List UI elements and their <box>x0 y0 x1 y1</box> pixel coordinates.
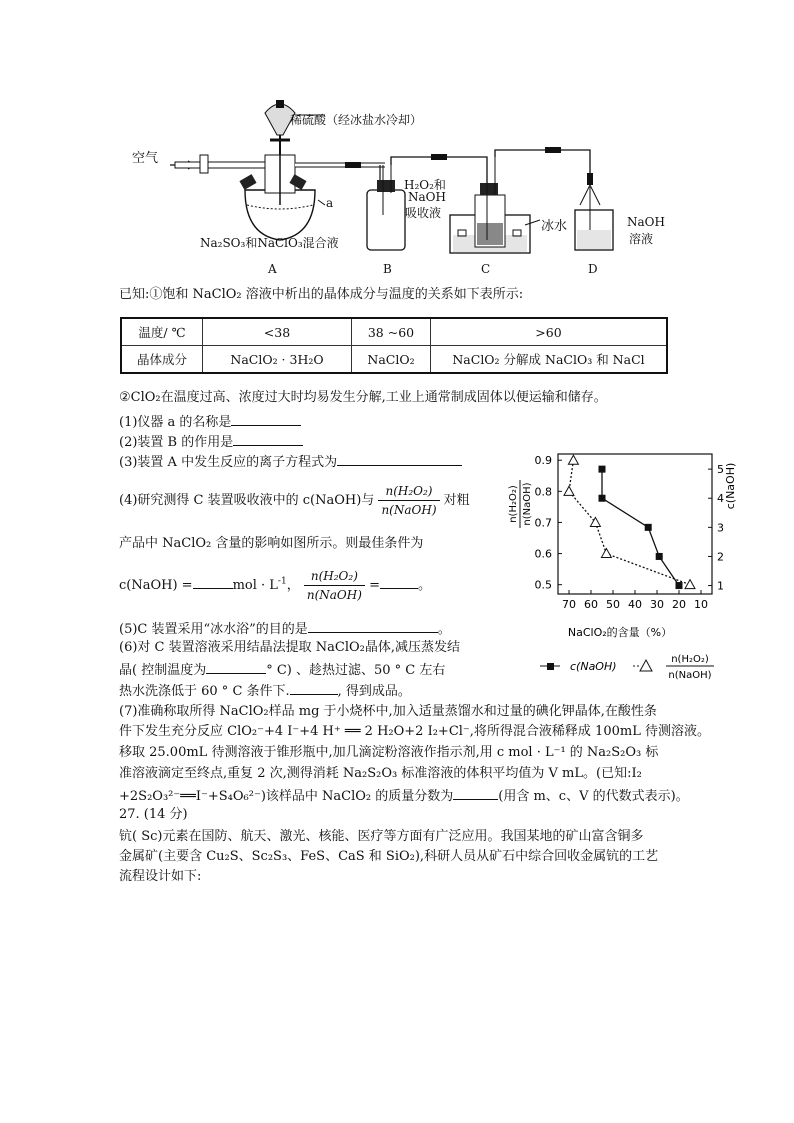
chart-ylabel-left-num: n(H₂O₂) <box>508 485 519 523</box>
answer-blank[interactable] <box>380 576 418 589</box>
q2-text: (2)装置 B 的作用是 <box>119 435 234 450</box>
data-point-square <box>599 495 606 502</box>
question-4a <box>119 482 470 519</box>
legend-tri-den: n(NaOH) <box>668 670 712 681</box>
q4a-text: (4)研究测得 C 装置吸收液中的 c(NaOH)与 <box>119 493 375 508</box>
frac-num: n(H₂O₂) <box>304 567 365 586</box>
question-6b <box>119 661 445 679</box>
x-tick-label: 10 <box>694 598 708 611</box>
label-D: D <box>588 262 598 276</box>
table-row <box>121 318 667 346</box>
frac-den: n(NaOH) <box>381 503 437 517</box>
q4h-text: 。 <box>417 578 431 593</box>
q6b-text: 晶( 控制温度为 <box>119 663 207 678</box>
answer-blank[interactable] <box>193 576 233 589</box>
y-left-tick-label: 0.9 <box>534 454 552 468</box>
question-7c: 移取 25.00mL 待测溶液于锥形瓶中,加几滴淀粉溶液作指示剂,用 c mol · L⁻¹ 的 Na₂S₂O₃ 标 <box>119 745 659 760</box>
question-2 <box>119 433 303 451</box>
y-left-tick-label: 0.8 <box>534 485 552 499</box>
answer-blank[interactable] <box>233 433 303 446</box>
q6c-text: ° C) 、趁热过滤、50 ° C 左右 <box>266 663 446 678</box>
chart-frame <box>558 454 712 594</box>
q7e-text: +2S₂O₃²⁻══I⁻+S₄O₆²⁻)该样品中 NaClO₂ 的质量分数为 <box>119 789 454 804</box>
question-6a: (6)对 C 装置溶液采用结晶法提取 NaClO₂晶体,减压蒸发结 <box>119 640 460 655</box>
frac-den: n(NaOH) <box>306 588 362 602</box>
q1-text: (1)仪器 a 的名称是 <box>119 415 232 430</box>
frac-num: n(H₂O₂) <box>378 482 439 501</box>
q6e-text: , 得到成品。 <box>337 684 411 699</box>
x-tick-label: 20 <box>672 598 686 611</box>
answer-blank[interactable] <box>337 453 462 466</box>
y-right-tick-label: 1 <box>717 579 724 593</box>
table-cell: NaClO₂ 分解成 NaClO₃ 和 NaCl <box>431 346 668 374</box>
table-cell: <38 <box>203 318 352 346</box>
legend-tri-num: n(H₂O₂) <box>671 654 709 665</box>
question-27-heading: 27. (14 分) <box>119 807 188 822</box>
table-cell: NaClO₂ · 3H₂O <box>203 346 352 374</box>
label-absorb-1: H₂O₂和 <box>404 178 446 192</box>
y-right-tick-label: 2 <box>717 550 724 564</box>
q3-text: (3)装置 A 中发生反应的离子方程式为 <box>119 455 338 470</box>
q4e-text: mol · L <box>232 578 278 593</box>
label-naoh-2: 溶液 <box>629 232 654 246</box>
ratio-fraction <box>304 567 365 604</box>
table-cell: NaClO₂ <box>352 346 431 374</box>
data-point-triangle <box>685 580 695 589</box>
chart-ylabel-left <box>508 480 533 528</box>
table-cell: 38 ~60 <box>352 318 431 346</box>
label-icewater: 冰水 <box>541 219 568 234</box>
x-tick-label: 50 <box>606 598 620 611</box>
table-row <box>121 346 667 374</box>
table-cell: >60 <box>431 318 668 346</box>
question-7d: 准溶液滴定至终点,重复 2 次,测得消耗 Na₂S₂O₃ 标准溶液的体积平均值为 V mL。(已知:I₂ <box>119 766 642 781</box>
q6d-text: 热水洗涤低于 60 ° C 条件下. <box>119 684 290 699</box>
series-line-naoh <box>602 469 679 585</box>
y-left-tick-label: 0.7 <box>534 516 552 530</box>
data-point-triangle <box>564 486 574 495</box>
label-B: B <box>383 262 392 276</box>
chart-ylabel-right: c(NaOH) <box>724 462 737 510</box>
data-point-square <box>645 524 652 531</box>
series-line-ratio <box>569 460 690 585</box>
legend-triangle-marker <box>640 660 652 671</box>
known-1: 已知:①饱和 NaClO₂ 溶液中析出的晶体成分与温度的关系如下表所示: <box>119 287 524 302</box>
q4b-text: 对粗 <box>443 493 470 508</box>
question-6d <box>119 682 411 700</box>
data-point-square <box>676 582 683 589</box>
known-2: ②ClO₂在温度过高、浓度过大时均易发生分解,工业上通常制成固体以便运输和储存。 <box>119 390 607 405</box>
y-right-tick-label: 4 <box>717 492 724 506</box>
question-7b: 件下发生充分反应 ClO₂⁻+4 I⁻+4 H⁺ ══ 2 H₂O+2 I₂+Cl⁻,将所得混合液稀释成 100mL 待测溶液。 <box>119 724 710 739</box>
q4d-text: c(NaOH) = <box>119 578 193 593</box>
label-naoh-1: NaOH <box>627 215 665 229</box>
paragraph-27c: 流程设计如下: <box>119 869 202 884</box>
table-cell: 温度/ ℃ <box>121 318 203 346</box>
naclo2-chart <box>490 446 740 688</box>
x-tick-label: 30 <box>650 598 664 611</box>
label-mixture: Na₂SO₃和NaClO₃混合液 <box>200 236 339 250</box>
question-4c: 产品中 NaClO₂ 含量的影响如图所示。则最佳条件为 <box>119 536 424 551</box>
q7f-text: (用含 m、c、V 的代数式表示)。 <box>498 789 689 804</box>
y-left-tick-label: 0.6 <box>534 547 552 561</box>
question-3 <box>119 453 462 471</box>
chart-xlabel: NaClO₂的含量（%） <box>567 626 673 639</box>
data-point-triangle <box>590 517 600 526</box>
x-tick-label: 40 <box>628 598 642 611</box>
crystal-table <box>120 317 668 374</box>
y-right-tick-label: 5 <box>717 463 724 477</box>
answer-blank[interactable] <box>308 620 438 633</box>
chart-ylabel-left-den: n(NaOH) <box>522 482 533 526</box>
answer-blank[interactable] <box>290 682 338 695</box>
label-a: a <box>326 196 334 210</box>
question-4d <box>119 567 431 604</box>
question-5 <box>119 620 451 638</box>
paragraph-27b: 金属矿(主要含 Cu₂S、Sc₂S₃、FeS、CaS 和 SiO₂),科研人员从矿石中综合回收金属钪的工艺 <box>119 849 659 864</box>
data-point-square <box>656 553 663 560</box>
legend-square-label: c(NaOH) <box>570 660 617 673</box>
paragraph-27a: 钪( Sc)元素在国防、航天、激光、核能、医疗等方面有广泛应用。我国某地的矿山富含铜多 <box>119 829 644 844</box>
label-air: 空气 <box>132 151 159 166</box>
table-cell: 晶体成分 <box>121 346 203 374</box>
data-point-triangle <box>601 549 611 558</box>
x-tick-label: 70 <box>562 598 576 611</box>
answer-blank[interactable] <box>206 661 266 674</box>
q5-text: (5)C 装置采用“冰水浴”的目的是 <box>119 622 308 637</box>
label-absorb-3: 吸收液 <box>405 206 442 220</box>
label-absorb-2: NaOH <box>408 190 446 204</box>
answer-blank[interactable] <box>231 413 301 426</box>
answer-blank[interactable] <box>453 787 498 800</box>
question-7e <box>119 787 689 805</box>
y-left-tick-label: 0.5 <box>534 578 552 592</box>
data-point-square <box>599 466 606 473</box>
label-C: C <box>481 262 491 276</box>
y-right-tick-label: 3 <box>717 521 724 535</box>
label-acid: 稀硫酸（经冰盐水冷却） <box>290 113 423 127</box>
question-1 <box>119 413 301 431</box>
q4e-sup: -1 <box>277 576 287 587</box>
question-7a: (7)准确称取所得 NaClO₂样品 mg 于小烧杯中,加入适量蒸馏水和过量的碘化钾晶体,在酸性条 <box>119 704 657 719</box>
label-A: A <box>268 262 277 276</box>
q5-end: 。 <box>437 622 451 637</box>
x-tick-label: 60 <box>584 598 598 611</box>
q4f-text: ， <box>286 578 300 593</box>
q4g-text: = <box>369 578 380 593</box>
data-point-triangle <box>568 455 578 464</box>
ratio-fraction <box>378 482 439 519</box>
